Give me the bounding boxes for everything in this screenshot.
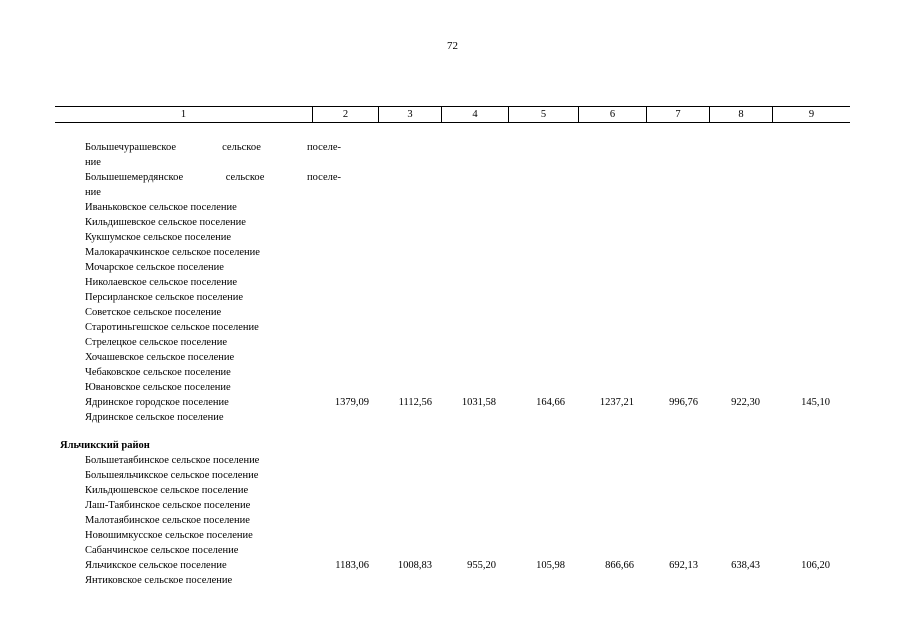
settlement-name: Хочашевское сельское поселение (85, 352, 235, 363)
column-header: 7 (646, 107, 709, 122)
settlement-name: Ядринское сельское поселение (85, 412, 224, 423)
value-cell: 1112,56 (398, 397, 432, 408)
value-cell: 1008,83 (397, 560, 432, 571)
column-header: 8 (709, 107, 772, 122)
value-cell: 1183,06 (335, 560, 369, 571)
settlement-name: Кильдишевское сельское поселение (85, 217, 246, 228)
value-cell: 922,30 (731, 397, 760, 408)
settlement-name: Лаш-Таябинское сельское поселение (85, 500, 251, 511)
table-header-row (55, 106, 850, 123)
settlement-name: Николаевское сельское поселение (85, 277, 237, 288)
settlement-name: Большеяльчикское сельское поселение (85, 470, 259, 481)
value-cell: 145,10 (801, 397, 830, 408)
value-cell: 638,43 (731, 560, 760, 571)
column-header: 9 (772, 107, 850, 122)
column-header: 1 (180, 109, 187, 120)
settlement-name: ние (85, 187, 101, 198)
settlement-name: Чебаковское сельское поселение (85, 367, 231, 378)
settlement-name: Яльчикское сельское поселение (85, 560, 227, 571)
settlement-name: Янтиковское сельское поселение (85, 575, 233, 586)
settlement-name: Старотиньгешское сельское поселение (85, 322, 259, 333)
value-cell: 1237,21 (599, 397, 634, 408)
column-header: 5 (508, 107, 578, 122)
value-cell: 164,66 (536, 397, 565, 408)
settlement-name: Сабанчинское сельское поселение (85, 545, 239, 556)
settlement-name: ние (85, 157, 101, 168)
district-heading: Яльчикский район (60, 440, 150, 451)
settlement-name: Новошимкусское сельское поселение (85, 530, 253, 541)
value-cell: 955,20 (467, 560, 496, 571)
value-cell: 996,76 (669, 397, 698, 408)
column-header: 4 (441, 107, 508, 122)
value-cell: 866,66 (605, 560, 634, 571)
settlement-name: Кукшумское сельское поселение (85, 232, 232, 243)
value-cell: 106,20 (801, 560, 830, 571)
settlement-name: Мочарское сельское поселение (85, 262, 224, 273)
settlement-name: Стрелецкое сельское поселение (85, 337, 227, 348)
settlement-name: Советское сельское поселение (85, 307, 222, 318)
settlement-name: Большешемердянское сельское поселе- (85, 172, 341, 183)
page-number: 72 (447, 40, 458, 52)
column-header: 3 (378, 107, 441, 122)
value-cell: 105,98 (536, 560, 565, 571)
settlement-name: Кильдюшевское сельское поселение (85, 485, 249, 496)
settlement-name: Малокарачкинское сельское поселение (85, 247, 260, 258)
value-cell: 692,13 (669, 560, 698, 571)
settlement-name: Ювановское сельское поселение (85, 382, 231, 393)
settlement-name: Персирланское сельское поселение (85, 292, 244, 303)
settlement-name: Малотаябинское сельское поселение (85, 515, 250, 526)
column-header: 2 (312, 107, 378, 122)
settlement-name: Иваньковское сельское поселение (85, 202, 237, 213)
value-cell: 1379,09 (334, 397, 369, 408)
settlement-name: Ядринское городское поселение (85, 397, 229, 408)
data-table (55, 106, 850, 586)
column-header: 6 (578, 107, 646, 122)
settlement-name: Большечурашевское сельское поселе- (85, 142, 341, 153)
value-cell: 1031,58 (461, 397, 496, 408)
settlement-name: Большетаябинское сельское поселение (85, 455, 260, 466)
